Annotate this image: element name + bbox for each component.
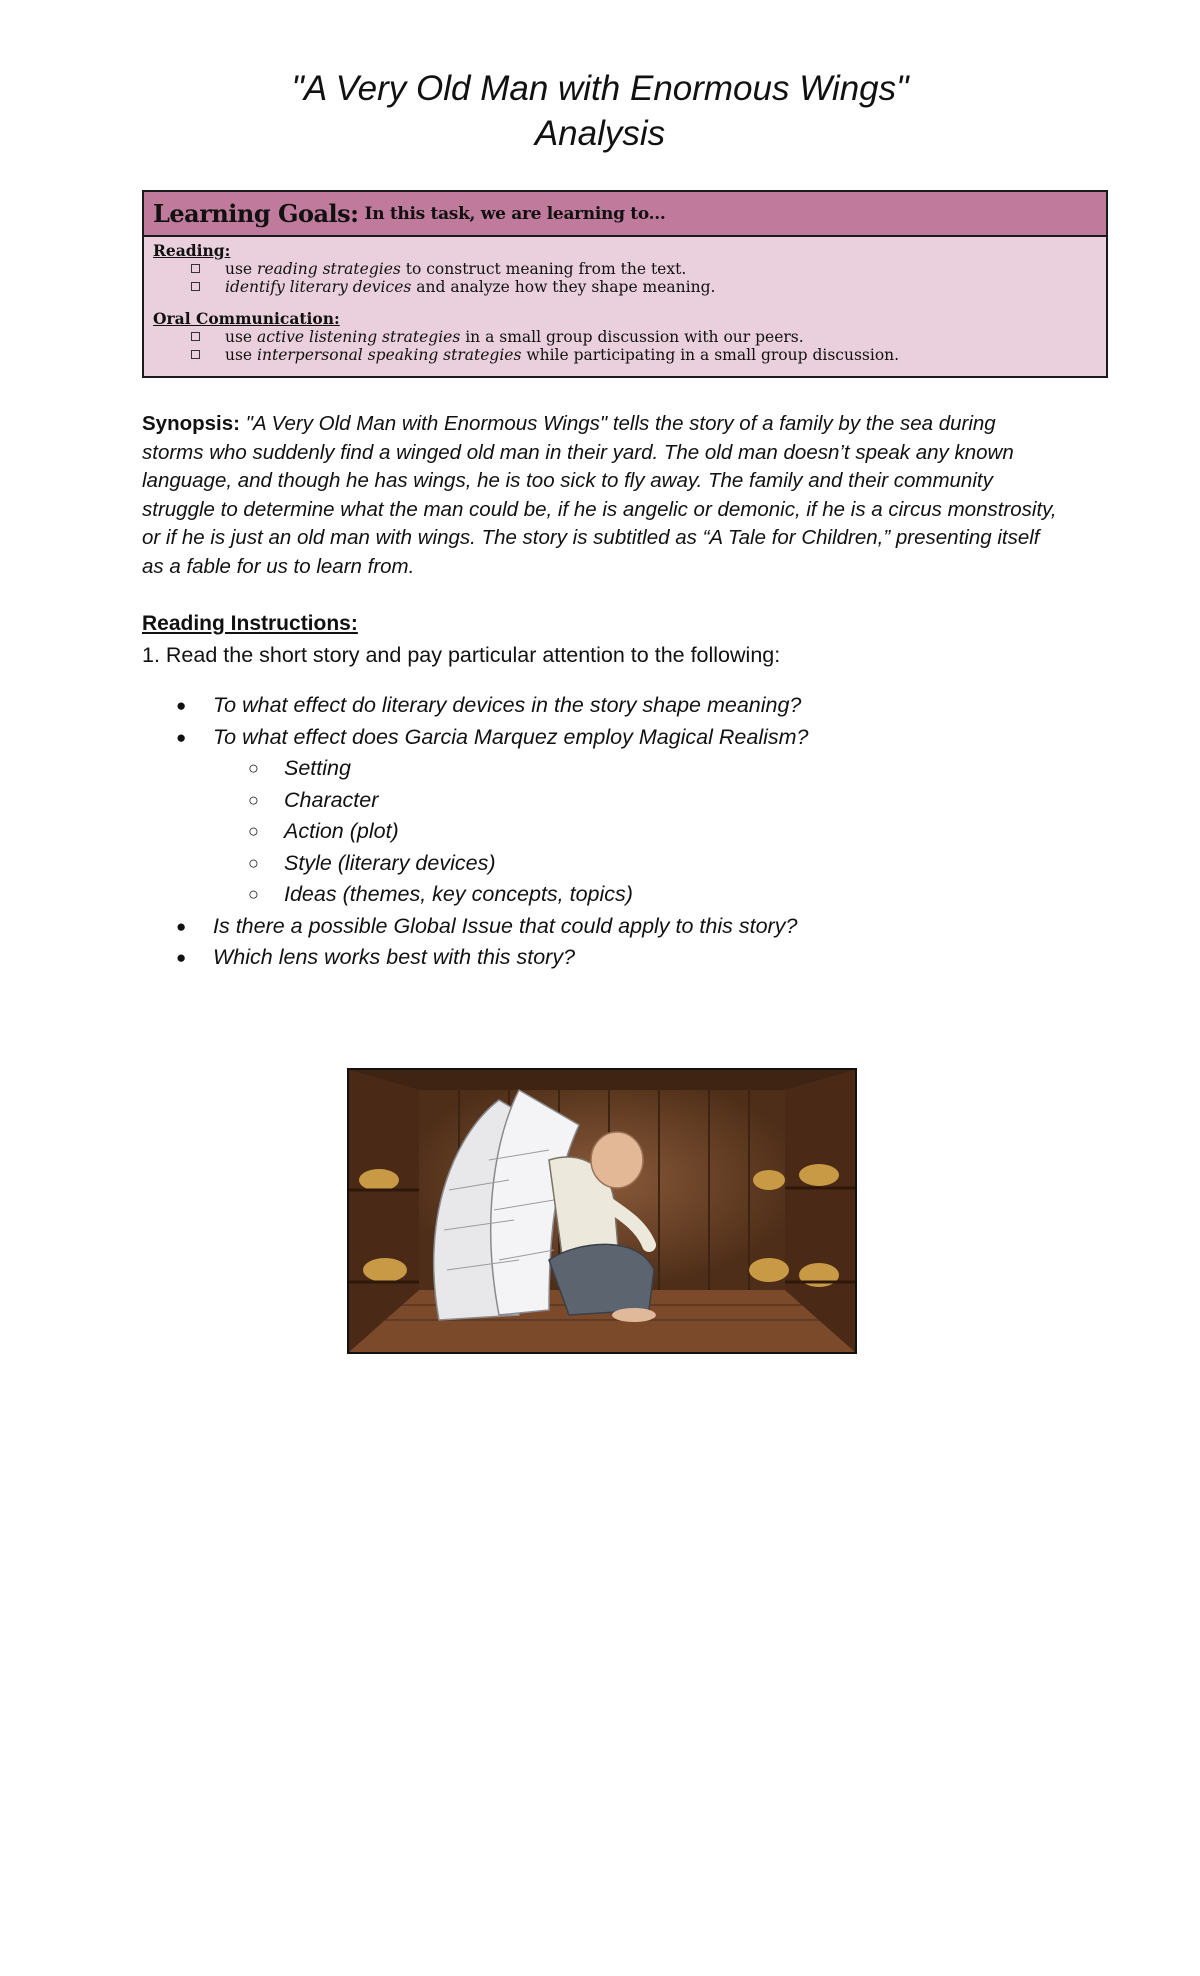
learning-goals-header xyxy=(144,192,1106,237)
synopsis-text: "A Very Old Man with Enormous Wings" tells the story of a family by the sea during storms who suddenly find a winged old man in their yard. The old man doesn’t speak any known language, and though he has wings, he is too sick to fly away. The family and their community struggle to determine what the man could be, if he is angelic or demonic, if he is a circus monstrosity, or if he is just an old man with wings. The story is subtitled as “A Tale for Children,” presenting itself as a fable for us to learn from. xyxy=(142,412,1057,578)
hollow-bullet-icon: ○ xyxy=(248,758,259,778)
oral-communication-label: Oral Communication: xyxy=(153,309,340,328)
list-item: ● To what effect do literary devices in the story shape meaning? xyxy=(142,690,1102,722)
checkbox-icon xyxy=(191,332,200,341)
checkbox-icon xyxy=(191,282,200,291)
winged-old-man-illustration xyxy=(347,1068,857,1354)
bullet-icon: ● xyxy=(176,696,187,715)
hollow-bullet-icon: ○ xyxy=(248,789,259,810)
learning-goals-body xyxy=(144,237,1106,364)
page-title xyxy=(0,66,1200,156)
reading-goals-label: Reading: xyxy=(153,241,231,260)
reading-goal-1: use reading strategies to construct meaning from the text. xyxy=(153,260,1097,278)
bullet-icon: ● xyxy=(176,727,187,747)
hollow-bullet-icon: ○ xyxy=(248,821,259,841)
oral-goal-1: use active listening strategies in a small group discussion with our peers. xyxy=(153,328,1097,346)
list-item: ○ Style (literary devices) xyxy=(142,848,1102,880)
hollow-bullet-icon: ○ xyxy=(248,852,259,873)
list-item: ○ Ideas (themes, key concepts, topics) xyxy=(142,879,1102,911)
title-line-2: Analysis xyxy=(534,114,666,153)
synopsis-label: Synopsis: xyxy=(142,412,240,435)
checkbox-icon xyxy=(191,350,200,359)
question-list xyxy=(142,690,1102,974)
reading-goal-2: identify literary devices and analyze how they shape meaning. xyxy=(153,278,1097,296)
hollow-bullet-icon: ○ xyxy=(248,884,259,904)
learning-goals-subheading: In this task, we are learning to... xyxy=(364,203,666,224)
list-item: ○ Action (plot) xyxy=(142,816,1102,848)
list-item: ● To what effect does Garcia Marquez employ Magical Realism? xyxy=(142,722,1102,754)
list-item: ○ Character xyxy=(142,785,1102,817)
bullet-icon: ● xyxy=(176,948,187,967)
illustration-svg xyxy=(349,1070,855,1352)
synopsis-paragraph xyxy=(142,410,1062,581)
learning-goals-box xyxy=(142,190,1108,378)
oral-goal-2: use interpersonal speaking strategies while participating in a small group discussion. xyxy=(153,346,1097,364)
list-item: ● Is there a possible Global Issue that could apply to this story? xyxy=(142,911,1102,943)
checkbox-icon xyxy=(191,264,200,273)
list-item: ● Which lens works best with this story? xyxy=(142,942,1102,974)
learning-goals-heading: Learning Goals: xyxy=(153,199,359,228)
bullet-icon: ● xyxy=(176,916,187,936)
reading-instructions-heading: Reading Instructions: xyxy=(142,612,358,635)
reading-instructions-intro: 1. Read the short story and pay particular attention to the following: xyxy=(142,643,781,667)
list-item: ○ Setting xyxy=(142,753,1102,785)
title-line-1: "A Very Old Man with Enormous Wings" xyxy=(291,69,909,108)
